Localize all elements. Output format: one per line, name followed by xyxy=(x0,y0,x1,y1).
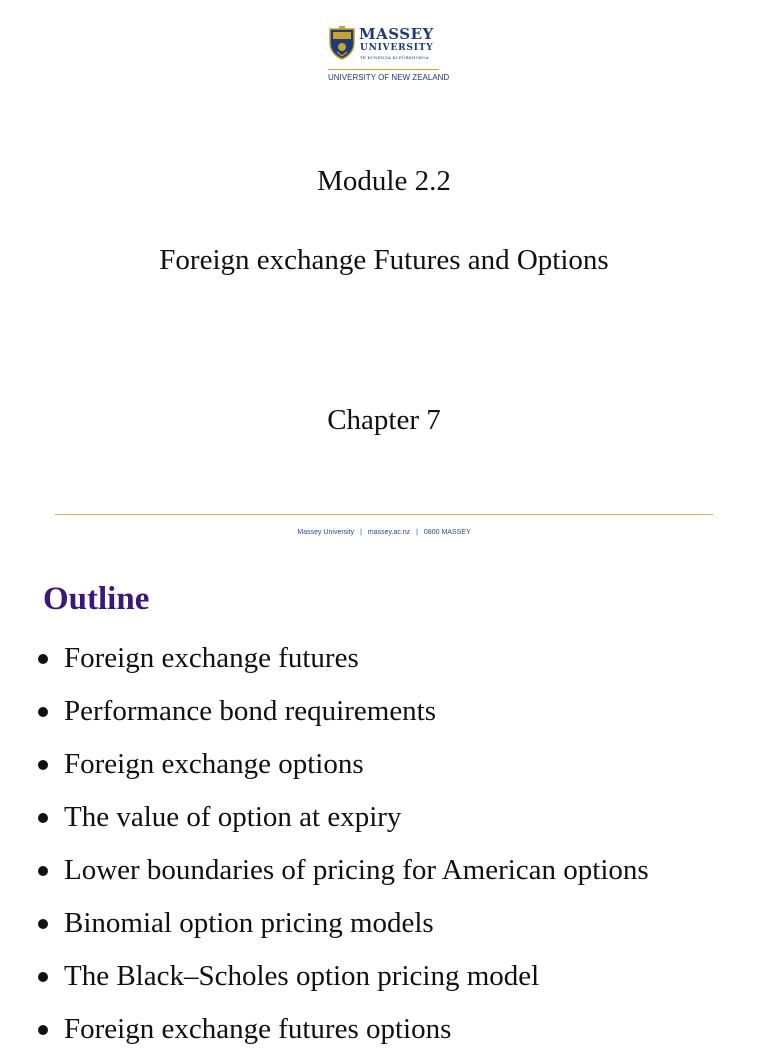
logo-nz: UNIVERSITY OF NEW ZEALAND xyxy=(328,73,450,82)
outline-list xyxy=(36,638,649,1062)
footer-website: massey.ac.nz xyxy=(367,529,411,536)
logo-massey: MASSEY xyxy=(359,25,434,43)
module-subtitle: Foreign exchange Futures and Options xyxy=(159,244,609,276)
list-item: The value of option at expiry xyxy=(36,797,649,850)
logo-university: UNIVERSITY xyxy=(360,43,434,53)
bullet-icon xyxy=(38,760,48,770)
list-item: Foreign exchange futures options xyxy=(36,1009,649,1062)
module-title: Module 2.2 xyxy=(317,165,451,197)
bullet-icon xyxy=(38,1025,48,1035)
footer-divider xyxy=(55,514,713,515)
bullet-icon xyxy=(38,813,48,823)
outline-title: Outline xyxy=(43,581,150,617)
logo-maori: TE KUNENGA KI PŪREHUROA xyxy=(360,55,429,60)
bullet-icon xyxy=(38,654,48,664)
chapter-label: Chapter 7 xyxy=(327,404,441,436)
list-item: Lower boundaries of pricing for American options xyxy=(36,850,649,903)
footer-separator: | xyxy=(416,529,418,536)
logo-divider xyxy=(328,69,439,70)
list-item: Foreign exchange futures xyxy=(36,638,649,691)
list-item: Foreign exchange options xyxy=(36,744,649,797)
bullet-icon xyxy=(38,972,48,982)
footer-phone: 0800 MASSEY xyxy=(423,529,471,536)
list-item: Binomial option pricing models xyxy=(36,903,649,956)
outline-slide xyxy=(0,560,768,1045)
list-item: Performance bond requirements xyxy=(36,691,649,744)
footer-university: Massey University xyxy=(297,529,355,536)
bullet-icon xyxy=(38,707,48,717)
footer-separator: | xyxy=(360,529,362,536)
list-item: The Black–Scholes option pricing model xyxy=(36,956,649,1009)
bullet-icon xyxy=(38,866,48,876)
massey-logo xyxy=(328,24,450,88)
crest-icon xyxy=(328,26,356,60)
footer xyxy=(0,528,768,538)
bullet-icon xyxy=(38,919,48,929)
